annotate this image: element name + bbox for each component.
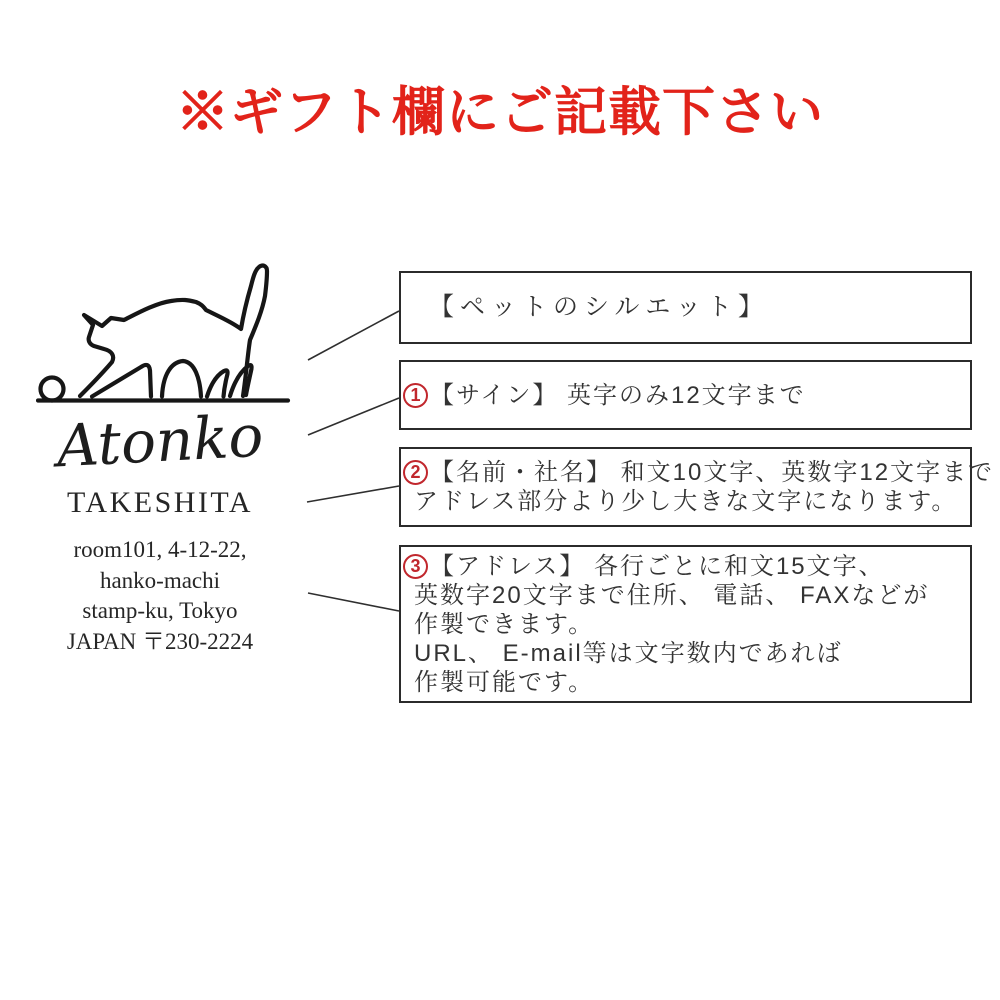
annotation-text: アドレス部分より少し大きな文字になります。 [414,488,958,515]
address-line: JAPAN 〒230-2224 [66,628,254,654]
stamp-name-text: TAKESHITA [66,486,253,519]
annotation-box-sign [399,360,972,430]
circled-number-1: 1 [403,383,428,408]
annotation-text: 英数字20文字まで住所、 電話、 FAXなどが [414,581,930,609]
page-title: ※ギフト欄にご記載下さい [176,83,824,142]
ball-icon [41,378,64,401]
annotation-text: 【名前・社名】 和文10文字、英数字12文字まで [430,459,995,486]
circled-number-2: 2 [403,460,428,485]
leader-line-silhouette [308,311,399,360]
address-line: room101, 4-12-22, [73,537,247,562]
leader-line-name [307,486,399,502]
hind-leg-gap-1 [207,370,228,396]
address-line: hanko-machi [99,567,221,593]
stamp-address-block [10,535,310,657]
circled-number-3: 3 [403,554,428,579]
annotation-text: 作製できます。 [414,610,595,638]
annotation-text: 【アドレス】 各行ごとに和文15文字、 [430,552,885,580]
annotation-text: 【サイン】 英字のみ12文字まで [430,381,806,409]
leader-line-address [308,593,399,611]
belly-arch-gap [162,361,201,397]
cat-silhouette-illustration [36,254,294,404]
annotation-box-name [399,447,995,527]
annotation-box-pet-silhouette [399,271,972,344]
front-leg-gap [92,365,151,397]
leader-line-sign [308,398,399,435]
address-line: stamp-ku, Tokyo [82,598,238,623]
annotation-text: 作製可能です。 [414,668,595,696]
signature-text: Atonko [55,401,265,481]
annotation-box-address [399,545,972,703]
annotation-text: 【ペットのシルエット】 [429,293,769,321]
annotation-text: URL、 E-mail等は文字数内であれば [414,639,843,667]
